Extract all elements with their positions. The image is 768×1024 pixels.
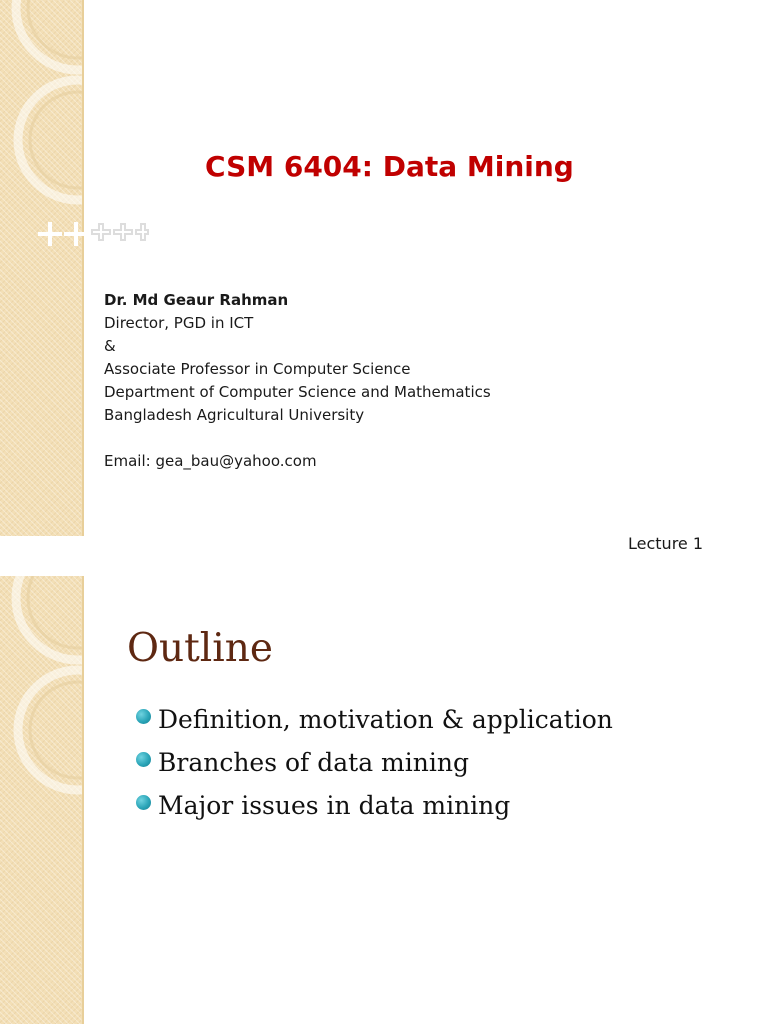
outline-slide xyxy=(0,576,768,1024)
plus-signs-decoration xyxy=(36,218,151,250)
round-bullet-icon xyxy=(136,752,151,767)
band-edge-line xyxy=(82,0,84,536)
author-name: Dr. Md Geaur Rahman xyxy=(104,291,289,309)
author-title: Associate Professor in Computer Science xyxy=(104,360,411,378)
bullet-text: Definition, motivation & application xyxy=(158,705,613,734)
list-item xyxy=(134,790,613,833)
band-edge-line-2 xyxy=(82,576,84,1024)
decorative-band xyxy=(0,0,84,536)
author-info xyxy=(104,289,491,473)
outline-list xyxy=(134,704,613,833)
circle-rings-decoration xyxy=(0,0,84,536)
course-title: CSM 6404: Data Mining xyxy=(205,150,574,183)
list-item xyxy=(134,704,613,747)
author-email: Email: gea_bau@yahoo.com xyxy=(104,452,317,470)
author-ampersand: & xyxy=(104,337,116,355)
bullet-text: Major issues in data mining xyxy=(158,791,511,820)
round-bullet-icon xyxy=(136,795,151,810)
outline-title: Outline xyxy=(127,626,273,671)
author-department: Department of Computer Science and Mathematics xyxy=(104,383,491,401)
author-position: Director, PGD in ICT xyxy=(104,314,254,332)
info-spacer xyxy=(104,427,491,450)
list-item xyxy=(134,747,613,790)
decorative-band-2 xyxy=(0,576,84,1024)
round-bullet-icon xyxy=(136,709,151,724)
circle-rings-decoration-2 xyxy=(0,576,84,1024)
bullet-text: Branches of data mining xyxy=(158,748,469,777)
lecture-label: Lecture 1 xyxy=(628,534,704,553)
author-university: Bangladesh Agricultural University xyxy=(104,406,365,424)
